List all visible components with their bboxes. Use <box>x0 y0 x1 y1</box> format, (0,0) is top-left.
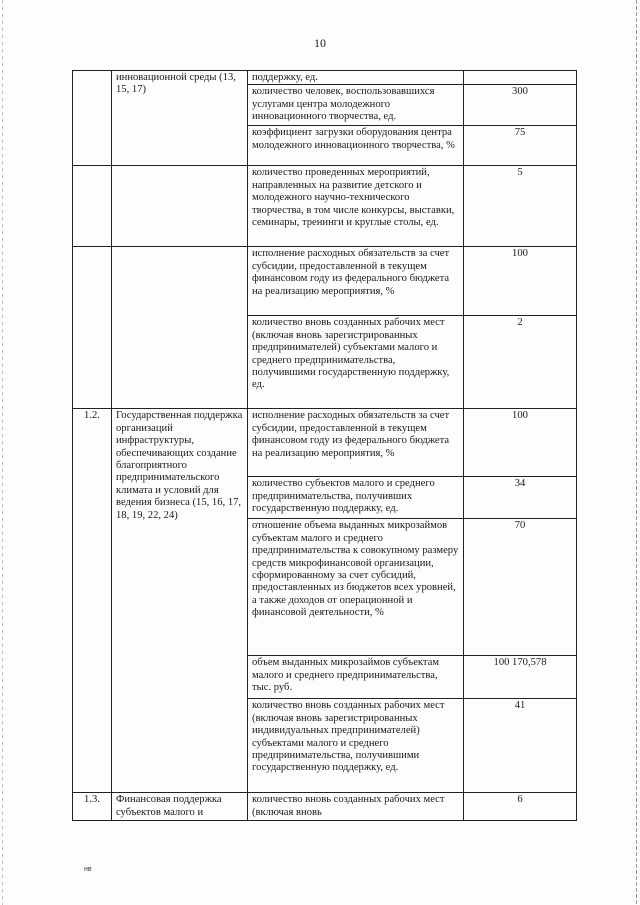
value-cell: 6 <box>464 793 577 821</box>
value-cell: 41 <box>464 699 577 793</box>
value-cell: 300 <box>464 85 577 126</box>
indicator-cell: количество человек, воспользовавшихся услугами центра молодежного инновационного творчества, ед. <box>248 85 464 126</box>
indicator-cell: количество субъектов малого и среднего предпринимательства, получивших государственную поддержку, ед. <box>248 477 464 519</box>
indicator-cell: количество вновь созданных рабочих мест (включая вновь <box>248 793 464 821</box>
measure-name-cell: Финансовая поддержка субъектов малого и <box>112 793 248 821</box>
value-cell <box>464 71 577 85</box>
measure-name-cell: Государственная поддержка организаций инфраструктуры, обеспечивающих создание благоприятного предпринимательского климата и условий для ведения бизнеса (15, 16, 17, 18, 19, 22, 24) <box>112 409 248 793</box>
value-cell: 5 <box>464 166 577 247</box>
measure-name-cell <box>112 166 248 247</box>
indicator-cell: коэффициент загрузки оборудования центра молодежного инновационного творчества, % <box>248 126 464 166</box>
table-row <box>73 793 577 821</box>
row-number-cell <box>73 247 112 409</box>
indicator-cell: количество вновь созданных рабочих мест (включая вновь зарегистрированных предпринимателей) субъектами малого и среднего предпринимательства, получившими государственную поддержку, ед. <box>248 316 464 409</box>
scan-edge-right <box>636 0 637 905</box>
measure-name-cell <box>112 247 248 409</box>
value-cell: 100 <box>464 247 577 316</box>
table-row <box>73 247 577 316</box>
row-number-cell <box>73 71 112 166</box>
value-cell: 75 <box>464 126 577 166</box>
row-number-cell: 1.2. <box>73 409 112 793</box>
indicator-cell: отношение объема выданных микрозаймов субъектам малого и среднего предпринимательства к совокупному размеру средств микрофинансовой организации, сформированному за счет субсидий, предоставленных из бюджетов всех уровней, а также доходов от операционной и финансовой деятельности, % <box>248 519 464 656</box>
indicator-cell: количество вновь созданных рабочих мест (включая вновь зарегистрированных индивидуальных предпринимателей) субъектами малого и среднего предпринимательства, получившими государственную поддержку, ед. <box>248 699 464 793</box>
table-row <box>73 166 577 247</box>
table-row <box>73 71 577 85</box>
value-cell: 100 <box>464 409 577 477</box>
scan-edge-left <box>2 0 3 905</box>
measure-name-cell: инновационной среды (13, 15, 17) <box>112 71 248 166</box>
row-number-cell <box>73 166 112 247</box>
table-row <box>73 409 577 477</box>
value-cell: 2 <box>464 316 577 409</box>
value-cell: 70 <box>464 519 577 656</box>
indicator-cell: объем выданных микрозаймов субъектам малого и среднего предпринимательства, тыс. руб. <box>248 656 464 699</box>
page-number: 10 <box>314 36 326 50</box>
measures-table <box>72 70 577 821</box>
footer-mark: нв <box>84 866 92 873</box>
value-cell: 100 170,578 <box>464 656 577 699</box>
value-cell: 34 <box>464 477 577 519</box>
indicator-cell: исполнение расходных обязательств за счет субсидии, предоставленной в текущем финансовом году из федерального бюджета на реализацию мероприятия, % <box>248 247 464 316</box>
row-number-cell: 1.3. <box>73 793 112 821</box>
indicator-cell: количество проведенных мероприятий, направленных на развитие детского и молодежного научно-технического творчества, в том числе конкурсы, выставки, семинары, тренинги и круглые столы, ед. <box>248 166 464 247</box>
indicator-cell: поддержку, ед. <box>248 71 464 85</box>
indicator-cell: исполнение расходных обязательств за счет субсидии, предоставленной в текущем финансовом году из федерального бюджета на реализацию мероприятия, % <box>248 409 464 477</box>
